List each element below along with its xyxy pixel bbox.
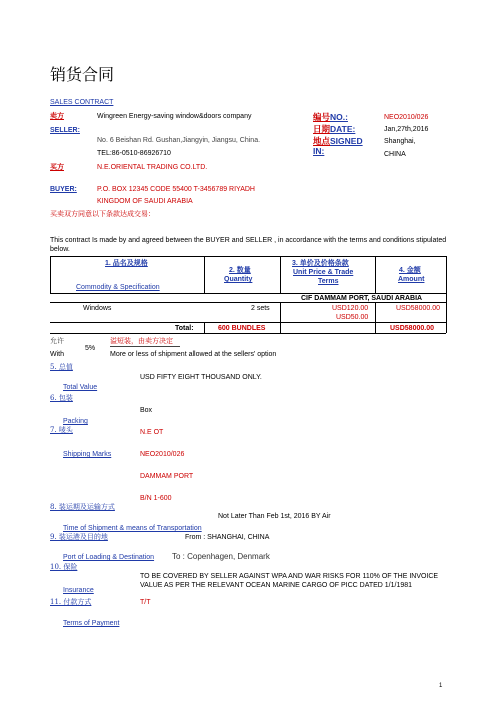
date-value: Jan,27th,2016 xyxy=(384,126,429,133)
trade-terms: CIF DAMMAM PORT, SAUDI ARABIA xyxy=(301,295,423,302)
total-amount: USD58000.00 xyxy=(390,325,434,332)
s7-mark-3: DAMMAM PORT xyxy=(140,473,194,480)
s6-label-cn: 6. 包装 xyxy=(50,394,73,402)
col-price-cn: 3. 单价及价格条款 xyxy=(292,260,349,267)
table-row-border xyxy=(50,322,446,323)
seller-name: Wingreen Energy-saving window&doors company xyxy=(97,113,252,120)
s8-label-en: Time of Shipment & means of Transportation xyxy=(63,525,202,532)
date-label-en: DATE: xyxy=(330,124,356,134)
total-quantity: 600 BUNDLES xyxy=(218,325,266,332)
item-name: Windows xyxy=(83,305,112,312)
table-col-divider-2 xyxy=(280,256,281,293)
s8-label-cn: 8. 装运期及运输方式 xyxy=(50,503,115,511)
s9-from: From : SHANGHAI, CHINA xyxy=(185,534,270,541)
page-number: 1 xyxy=(439,683,443,689)
date-label xyxy=(313,123,355,135)
signed-in-label-2: IN: xyxy=(313,146,325,156)
buyer-label-cn: 买方 xyxy=(50,164,64,171)
s8-value: Not Later Than Feb 1st, 2016 BY Air xyxy=(218,513,331,520)
table-bottom-border xyxy=(50,333,446,334)
s7-label-en: Shipping Marks xyxy=(63,451,112,458)
s6-value: Box xyxy=(140,407,153,414)
contract-no-value: NEO2010/026 xyxy=(384,114,429,121)
s7-mark-2: NEO2010/026 xyxy=(140,451,185,458)
s5-label-en: Total Value xyxy=(63,384,98,391)
agree-statement-cn: 买卖双方同意以下条款达成交易： xyxy=(50,210,155,218)
table-top-border xyxy=(50,256,446,257)
s10-label-cn: 10. 保险 xyxy=(50,563,78,571)
allowance-en-2: More or less of shipment allowed at the sellers' option xyxy=(110,351,277,358)
s7-label-cn: 7. 唛头 xyxy=(50,426,73,434)
s9-label-en: Port of Loading & Destination xyxy=(63,554,155,561)
no-label-en: NO.: xyxy=(330,112,348,122)
col-price-en-2: Terms xyxy=(318,278,339,285)
buyer-name: N.E.ORIENTAL TRADING CO.LTD. xyxy=(97,164,208,171)
place-label-en: SIGNED xyxy=(330,136,363,146)
s9-to: To : Copenhagen, Denmark xyxy=(172,552,270,561)
table-left-border xyxy=(50,256,51,293)
s5-value: USD FIFTY EIGHT THOUSAND ONLY. xyxy=(140,374,262,381)
place-value-2: CHINA xyxy=(384,151,406,158)
no-label-cn: 编号 xyxy=(313,112,331,122)
s11-value: T/T xyxy=(140,599,151,606)
col-commodity-en: Commodity & Specification xyxy=(76,284,160,291)
s10-value-1: TO BE COVERED BY SELLER AGAINST WPA AND WAR RISKS FOR 110% OF THE INVOICE xyxy=(140,573,439,580)
seller-tel: TEL:86-0510-86926710 xyxy=(97,150,171,157)
item-unit-price-1: USD120.00 xyxy=(332,305,369,312)
col-price-en-1: Unit Price & Trade xyxy=(293,269,354,276)
allowance-cn-2: 溢短装，由卖方决定 xyxy=(110,337,173,345)
contract-intro: This contract Is made by and agreed between the BUYER and SELLER , in accordance with the terms and conditions stipulated below. xyxy=(50,237,447,253)
seller-address: No. 6 Beishan Rd. Gushan,Jiangyin, Jiangsu, China. xyxy=(97,137,261,144)
s11-label-cn: 11. 付款方式 xyxy=(50,598,92,606)
place-label-cn: 地点 xyxy=(313,136,331,146)
col-quantity-cn: 2. 数量 xyxy=(229,267,251,274)
item-quantity: 2 sets xyxy=(251,305,270,312)
item-amount: USD58000.00 xyxy=(396,305,440,312)
s7-mark-1: N.E OT xyxy=(140,429,164,436)
allowance-underline xyxy=(110,346,180,347)
s6-label-en: Packing xyxy=(63,418,88,425)
col-amount-en: Amount xyxy=(398,276,425,283)
allowance-percent: 5% xyxy=(85,345,96,352)
table-col-divider-3b xyxy=(375,302,376,333)
table-right-border xyxy=(446,256,447,333)
seller-label-en: SELLER: xyxy=(50,127,80,134)
col-commodity-cn: 1. 品名及规格 xyxy=(105,260,148,267)
page-title: 销货合同 xyxy=(50,65,115,84)
table-col-divider-1b xyxy=(204,322,205,333)
allowance-cn-1: 允许 xyxy=(50,337,64,345)
s10-value-2: VALUE AS PER THE RELEVANT OCEAN MARINE CARGO OF PICC DATED 1/1/1981 xyxy=(140,582,413,589)
seller-label-cn: 卖方 xyxy=(50,113,64,120)
date-label-cn: 日期 xyxy=(313,124,331,134)
s7-mark-4: B/N 1-600 xyxy=(140,495,172,502)
col-amount-cn: 4. 金额 xyxy=(399,267,421,274)
buyer-address-2: KINGDOM OF SAUDI ARABIA xyxy=(97,198,193,205)
sales-contract-subtitle: SALES CONTRACT xyxy=(50,99,114,106)
table-col-divider-1 xyxy=(204,256,205,293)
s10-label-en: Insurance xyxy=(63,587,94,594)
item-unit-price-2: USD50.00 xyxy=(336,314,369,321)
col-quantity-en: Quantity xyxy=(224,276,253,283)
total-label: Total: xyxy=(175,325,194,332)
buyer-address-1: P.O. BOX 12345 CODE 55400 T-3456789 RIYADH xyxy=(97,186,255,193)
s9-label-cn: 9. 装运港及目的地 xyxy=(50,533,108,541)
s11-label-en: Terms of Payment xyxy=(63,620,120,627)
contract-no-label xyxy=(313,111,348,123)
table-col-divider-2b xyxy=(280,302,281,333)
place-value-1: Shanghai, xyxy=(384,138,416,145)
allowance-en-1: With xyxy=(50,351,64,358)
table-col-divider-3 xyxy=(375,256,376,293)
s5-label-cn: 5. 总值 xyxy=(50,363,73,371)
buyer-label-en: BUYER: xyxy=(50,186,77,193)
